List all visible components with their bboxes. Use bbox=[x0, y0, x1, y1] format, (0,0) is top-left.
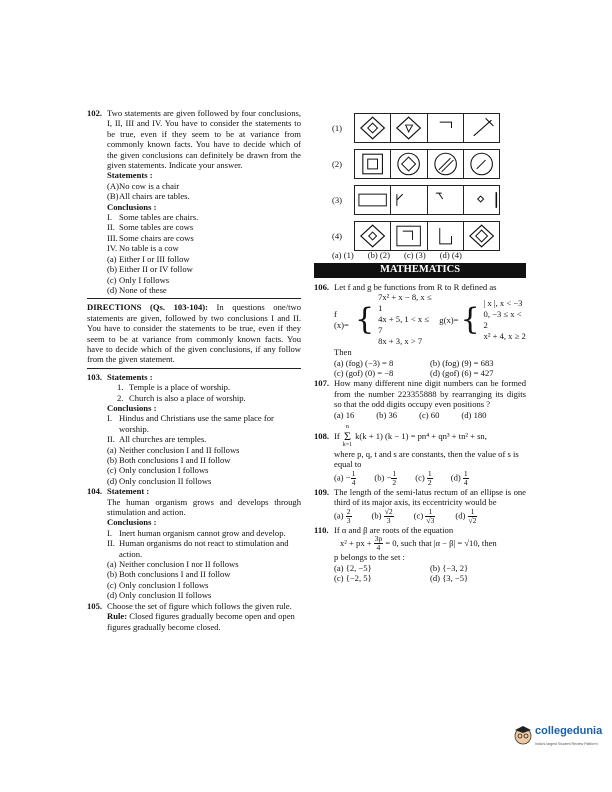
conclusions-heading: Conclusions : bbox=[107, 402, 157, 413]
figure-options bbox=[314, 110, 526, 260]
answer-options bbox=[314, 508, 526, 525]
option-b[interactable]: (b) Both conclusions I and II follow bbox=[107, 455, 231, 465]
answer-options bbox=[87, 254, 301, 296]
answer-options bbox=[314, 470, 526, 487]
list-item: (A) No cow is a chair bbox=[107, 180, 180, 191]
figure-row-3[interactable]: (3) bbox=[314, 182, 526, 218]
statements-heading: Statements : bbox=[107, 170, 153, 181]
question-text: If α and β are roots of the equation bbox=[334, 524, 454, 535]
option-b[interactable]: (b) {−3, 2} bbox=[430, 562, 469, 573]
question-text: Choose the set of figure which follows the given rule. bbox=[107, 600, 292, 611]
question-104 bbox=[87, 486, 301, 496]
question-107 bbox=[314, 378, 526, 409]
question-102 bbox=[87, 108, 301, 170]
figure-row-1[interactable]: (1) bbox=[314, 110, 526, 146]
piecewise-functions: f (x)= { 7x² + x − 8, x ≤ 1 4x + 5, 1 < x ≤ 7 8x + 3, x > 7 g(x)= { | x |, x < −3 0, −3 ≤ x < 2 x² + 4, x ≥ 2 bbox=[334, 292, 526, 347]
option-a[interactable]: (a) − $\frac{1}{4}$ bbox=[334, 468, 356, 487]
conclusions-list bbox=[87, 212, 301, 254]
option-a[interactable]: (a) Neither conclusion I nor II follows bbox=[107, 559, 239, 570]
figure-series-1 bbox=[354, 113, 500, 143]
question-109 bbox=[314, 487, 526, 508]
question-text: Two statements are given followed by four conclusions, I, II, III and IV. You have to consider the statements to be true, even if they seem to be at variance from commonly known facts. You have to decide which of the given conclusions can definitely be drawn from the given statements. Indicate your answer. bbox=[107, 108, 301, 171]
option-a[interactable]: (a) 16 bbox=[334, 409, 355, 420]
option-d[interactable]: (d) 180 bbox=[461, 409, 487, 420]
list-item: III. Some chairs are cows bbox=[107, 232, 194, 243]
option-d[interactable]: (d) None of these bbox=[107, 284, 167, 295]
option-b[interactable]: (b) (fog) (9) = 683 bbox=[430, 357, 494, 368]
option-d[interactable]: (d) (4) bbox=[439, 250, 462, 260]
question-number: 102. bbox=[87, 108, 103, 118]
option-c[interactable]: (c) Only conclusion I follows bbox=[107, 465, 209, 476]
figure-row-4[interactable]: (4) bbox=[314, 218, 526, 254]
option-b[interactable]: (b) $\frac{√2}{3}$ bbox=[371, 506, 393, 525]
option-a[interactable]: (a) Either I or III follow bbox=[107, 253, 190, 264]
question-number: 110. bbox=[314, 524, 329, 535]
option-c[interactable]: (c) Only I follows bbox=[107, 274, 170, 285]
left-column bbox=[87, 108, 301, 632]
list-item: I. Inert human organism cannot grow and develop. bbox=[107, 527, 286, 538]
collegedunia-logo bbox=[513, 722, 603, 750]
option-b[interactable]: (b) Both conclusions I and II follow bbox=[107, 569, 231, 580]
option-c[interactable]: (c) (gof) (0) = −8 bbox=[334, 368, 394, 379]
statement-heading: Statement : bbox=[107, 486, 150, 497]
figure-series-3 bbox=[354, 185, 500, 215]
question-text: p belongs to the set : bbox=[334, 552, 405, 563]
question-number: 106. bbox=[314, 281, 330, 292]
logo-name: collegedunia bbox=[535, 725, 603, 737]
question-text: The length of the semi-latus rectum of an ellipse is one third of its major axis, its eccentricity would be bbox=[334, 486, 526, 508]
question-number: 107. bbox=[314, 378, 330, 389]
directions-heading: DIRECTIONS (Qs. 103-104): bbox=[87, 302, 208, 313]
option-a[interactable]: (a) {2, −5} bbox=[334, 562, 372, 573]
option-b[interactable]: (b) (2) bbox=[367, 250, 390, 260]
option-c[interactable]: (c) (3) bbox=[403, 250, 426, 260]
conclusions-heading: Conclusions : bbox=[107, 201, 157, 212]
section-heading: MATHEMATICS bbox=[314, 263, 526, 277]
list-item: (B) All chairs are tables. bbox=[107, 191, 190, 202]
logo-mascot-icon bbox=[513, 724, 533, 746]
question-number: 103. bbox=[87, 371, 103, 382]
answer-options bbox=[314, 410, 526, 420]
option-b[interactable]: (b) 36 bbox=[376, 409, 398, 420]
question-103 bbox=[87, 372, 301, 382]
list-item: II. Human organisms do not react to stimulation and action. bbox=[107, 538, 289, 559]
option-c[interactable]: (c) $\frac{1}{2}$ bbox=[415, 468, 432, 487]
list-item: 1. Temple is a place of worship. bbox=[117, 382, 231, 393]
divider bbox=[87, 368, 301, 369]
option-c[interactable]: (c) $\frac{1}{√3}$ bbox=[413, 506, 435, 525]
question-number: 104. bbox=[87, 486, 103, 497]
question-text: How many different nine digit numbers can be formed from the number 223355888 by rearranging its digits so that the odd digits occupy even positions ? bbox=[334, 378, 526, 410]
list-item: I. Hindus and Christians use the same place for worship. bbox=[107, 413, 274, 434]
list-item: 2. Church is also a place of worship. bbox=[117, 392, 246, 403]
option-d[interactable]: (d) {3, −5} bbox=[430, 572, 469, 583]
figure-row-2[interactable]: (2) bbox=[314, 146, 526, 182]
directions-block bbox=[87, 302, 301, 364]
question-110 bbox=[314, 525, 526, 535]
question-text: Let f and g be functions from R to R defined as bbox=[334, 281, 497, 292]
option-c[interactable]: (c) {−2, 5} bbox=[334, 572, 372, 583]
option-d[interactable]: (d) (gof) (6) = 427 bbox=[430, 368, 494, 379]
answer-options bbox=[314, 358, 526, 379]
divider bbox=[87, 298, 301, 299]
conclusions-heading: Conclusions : bbox=[107, 517, 157, 528]
list-item: II. All churches are temples. bbox=[107, 434, 207, 445]
statement-text: The human organism grows and develops through stimulation and action. bbox=[107, 496, 301, 518]
figure-series-4 bbox=[354, 221, 500, 251]
list-item: I. Some tables are chairs. bbox=[107, 212, 199, 223]
answer-options bbox=[314, 250, 526, 260]
option-c[interactable]: (c) Only conclusion I follows bbox=[107, 579, 209, 590]
question-text: where p, q, t and s are constants, then the value of s is equal to bbox=[334, 449, 519, 470]
option-d[interactable]: (d) $\frac{1}{4}$ bbox=[450, 468, 468, 487]
rule-text: Rule: Closed figures gradually become open and open figures gradually become closed. bbox=[107, 611, 295, 632]
question-106 bbox=[314, 282, 526, 292]
question-number: 105. bbox=[87, 600, 103, 611]
option-d[interactable]: (d) Only conclusion II follows bbox=[107, 475, 212, 486]
option-b[interactable]: (b) Either II or IV follow bbox=[107, 264, 193, 275]
list-item: II. Some tables are cows bbox=[107, 222, 194, 233]
question-105 bbox=[87, 601, 301, 611]
question-number: 108. bbox=[314, 431, 330, 442]
directions-text: In questions one/two statements are given, followed by two conclusions I and II. You have to consider the statements to be true, even if they seem to be at variance from commonly known facts. You have to decide which of the given conclusions, if any follow from the given statement. bbox=[87, 302, 301, 365]
then-text: Then bbox=[334, 347, 352, 358]
option-c[interactable]: (c) 60 bbox=[419, 409, 440, 420]
option-a[interactable]: (a) (fog) (−3) = 8 bbox=[334, 357, 394, 368]
statements-heading: Statements : bbox=[107, 371, 153, 382]
option-a[interactable]: (a) (1) bbox=[332, 250, 354, 260]
logo-tagline: India's largest Student Review Platform bbox=[535, 742, 598, 746]
list-item: IV. No table is a cow bbox=[107, 243, 179, 254]
statements-list bbox=[87, 181, 301, 202]
option-a[interactable]: (a) Neither conclusion I and II follows bbox=[107, 444, 240, 455]
option-d[interactable]: (d) $\frac{1}{√2}$ bbox=[455, 506, 477, 525]
option-a[interactable]: (a) $\frac{2}{3}$ bbox=[334, 506, 351, 525]
figure-series-2 bbox=[354, 149, 500, 179]
option-b[interactable]: (b) − $\frac{1}{2}$ bbox=[374, 468, 397, 487]
option-d[interactable]: (d) Only conclusion II follows bbox=[107, 590, 212, 601]
equation: x² + px + $\frac{3p}{4}$ = 0, such that |α − β| = √10, then bbox=[340, 534, 497, 553]
question-number: 109. bbox=[314, 486, 330, 497]
question-108: 108. If n Σ k=1 k(k + 1) (k − 1) = pn⁴ + qn³ + tn² + sn, bbox=[314, 424, 487, 449]
right-column bbox=[314, 110, 526, 583]
answer-options bbox=[314, 563, 526, 584]
